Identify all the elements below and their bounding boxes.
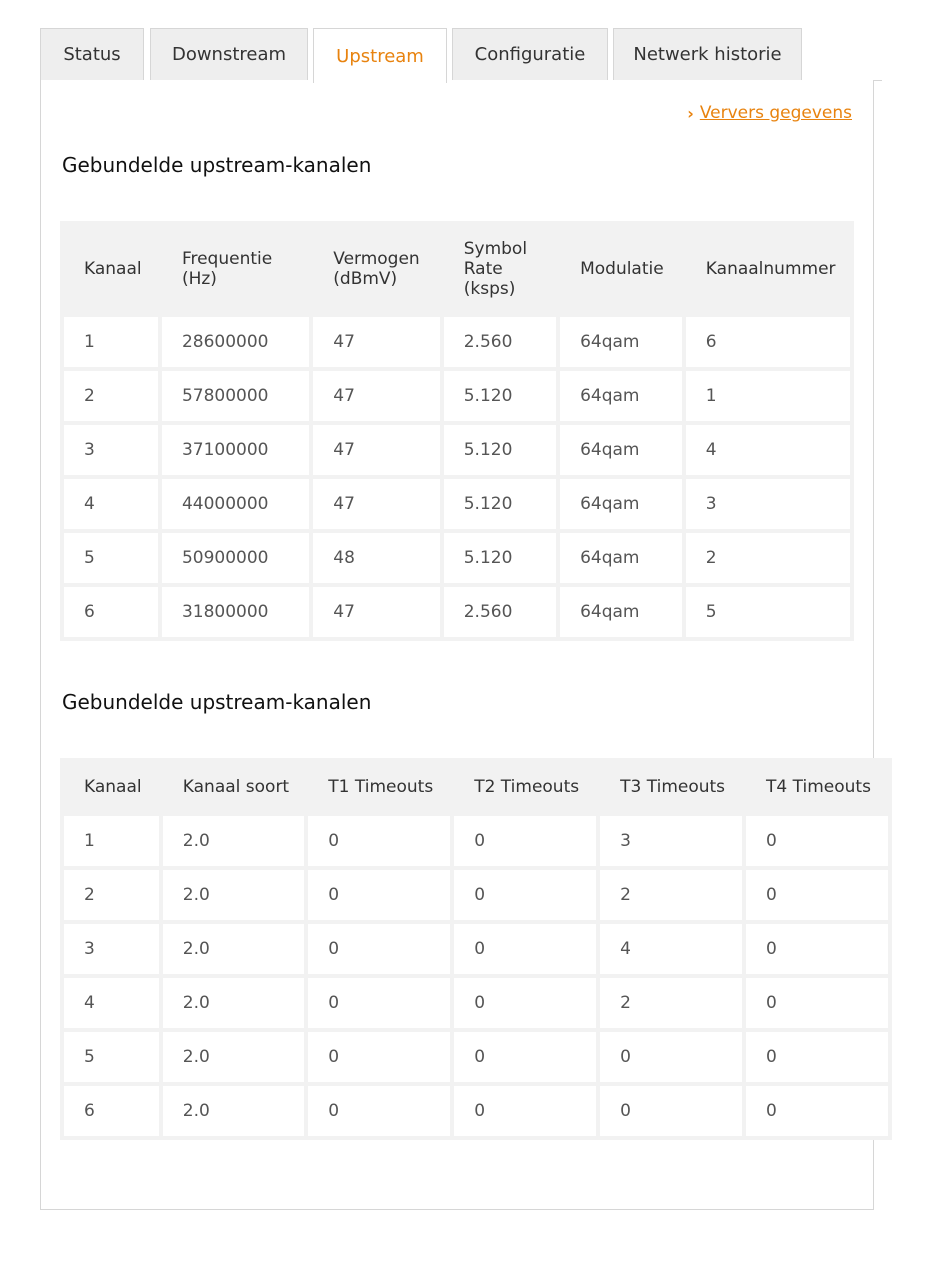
table-row: [64, 870, 888, 920]
table-header-row: [64, 225, 850, 313]
table-cell: 0: [454, 870, 596, 920]
table-cell: 64qam: [560, 425, 682, 475]
table-row: [64, 425, 850, 475]
table-row: [64, 587, 850, 637]
upstream-timeouts-table: [60, 758, 892, 1140]
table-cell: 0: [746, 870, 888, 920]
table-cell: 37100000: [162, 425, 309, 475]
table-cell: 5.120: [444, 425, 556, 475]
table-cell: 0: [454, 1032, 596, 1082]
table-cell: 0: [746, 924, 888, 974]
column-header: Kanaal soort: [163, 762, 305, 812]
column-header: T2 Timeouts: [454, 762, 596, 812]
table-row: [64, 924, 888, 974]
table-cell: 0: [746, 1086, 888, 1136]
table-cell: 2: [64, 371, 158, 421]
table-cell: 64qam: [560, 533, 682, 583]
table-cell: 6: [686, 317, 850, 367]
table-header-row: [64, 762, 888, 812]
column-header: Frequentie (Hz): [162, 225, 309, 313]
table-row: [64, 1032, 888, 1082]
table-row: [64, 479, 850, 529]
table-cell: 28600000: [162, 317, 309, 367]
tab-upstream[interactable]: Upstream: [313, 28, 447, 83]
table-cell: 47: [313, 587, 439, 637]
table-cell: 0: [454, 978, 596, 1028]
table-cell: 48: [313, 533, 439, 583]
refresh-link[interactable]: [687, 103, 852, 123]
table-cell: 57800000: [162, 371, 309, 421]
column-header: T4 Timeouts: [746, 762, 888, 812]
table-cell: 2.0: [163, 1032, 305, 1082]
table-cell: 5.120: [444, 479, 556, 529]
table-cell: 47: [313, 371, 439, 421]
table-cell: 47: [313, 425, 439, 475]
table-cell: 2: [600, 870, 742, 920]
table-cell: 2.560: [444, 317, 556, 367]
table-cell: 44000000: [162, 479, 309, 529]
table-cell: 5: [64, 1032, 159, 1082]
table-row: [64, 371, 850, 421]
table-row: [64, 317, 850, 367]
table-cell: 5.120: [444, 533, 556, 583]
column-header: Kanaal: [64, 762, 159, 812]
column-header: Vermogen (dBmV): [313, 225, 439, 313]
table-cell: 6: [64, 1086, 159, 1136]
table-cell: 0: [746, 1032, 888, 1082]
table-row: [64, 1086, 888, 1136]
table-cell: 3: [600, 816, 742, 866]
table-cell: 0: [746, 978, 888, 1028]
table-cell: 2.0: [163, 978, 305, 1028]
table-cell: 0: [308, 924, 450, 974]
column-header: Symbol Rate (ksps): [444, 225, 556, 313]
table-cell: 3: [686, 479, 850, 529]
refresh-label: Ververs gegevens: [699, 103, 852, 123]
table-cell: 2: [64, 870, 159, 920]
table-cell: 0: [746, 816, 888, 866]
table-cell: 4: [600, 924, 742, 974]
table-cell: 64qam: [560, 317, 682, 367]
table-cell: 2.0: [163, 870, 305, 920]
table-cell: 0: [308, 1032, 450, 1082]
table-cell: 4: [64, 978, 159, 1028]
table-cell: 64qam: [560, 371, 682, 421]
table-row: [64, 816, 888, 866]
table-cell: 3: [64, 425, 158, 475]
table-cell: 47: [313, 317, 439, 367]
table-cell: 64qam: [560, 479, 682, 529]
table-cell: 2.0: [163, 1086, 305, 1136]
table-cell: 5.120: [444, 371, 556, 421]
column-header: Modulatie: [560, 225, 682, 313]
chevron-right-icon: ›: [687, 103, 694, 123]
table-cell: 47: [313, 479, 439, 529]
table-cell: 0: [454, 1086, 596, 1136]
table-cell: 2.0: [163, 924, 305, 974]
table-cell: 0: [308, 978, 450, 1028]
table-cell: 2: [600, 978, 742, 1028]
table-cell: 0: [600, 1086, 742, 1136]
column-header: Kanaal: [64, 225, 158, 313]
table-cell: 2.560: [444, 587, 556, 637]
table-cell: 4: [64, 479, 158, 529]
table-row: [64, 978, 888, 1028]
table-cell: 4: [686, 425, 850, 475]
tab-status[interactable]: Status: [40, 28, 144, 80]
table-cell: 5: [64, 533, 158, 583]
table-cell: 31800000: [162, 587, 309, 637]
table-cell: 2: [686, 533, 850, 583]
table-row: [64, 533, 850, 583]
section-title-upstream-timeouts: Gebundelde upstream-kanalen: [62, 690, 372, 714]
table-cell: 1: [686, 371, 850, 421]
tab-configuratie[interactable]: Configuratie: [452, 28, 608, 80]
table-cell: 0: [600, 1032, 742, 1082]
column-header: T1 Timeouts: [308, 762, 450, 812]
column-header: Kanaalnummer: [686, 225, 850, 313]
table-cell: 0: [308, 816, 450, 866]
table-cell: 3: [64, 924, 159, 974]
table-cell: 5: [686, 587, 850, 637]
table-cell: 1: [64, 317, 158, 367]
table-cell: 0: [454, 816, 596, 866]
section-title-upstream-channels: Gebundelde upstream-kanalen: [62, 153, 372, 177]
upstream-channels-table: [60, 221, 854, 641]
table-cell: 1: [64, 816, 159, 866]
table-cell: 0: [308, 1086, 450, 1136]
tab-netwerk-historie[interactable]: Netwerk historie: [613, 28, 802, 80]
table-cell: 50900000: [162, 533, 309, 583]
column-header: T3 Timeouts: [600, 762, 742, 812]
table-cell: 0: [454, 924, 596, 974]
table-cell: 0: [308, 870, 450, 920]
tab-downstream[interactable]: Downstream: [150, 28, 308, 80]
table-cell: 2.0: [163, 816, 305, 866]
table-cell: 64qam: [560, 587, 682, 637]
table-cell: 6: [64, 587, 158, 637]
